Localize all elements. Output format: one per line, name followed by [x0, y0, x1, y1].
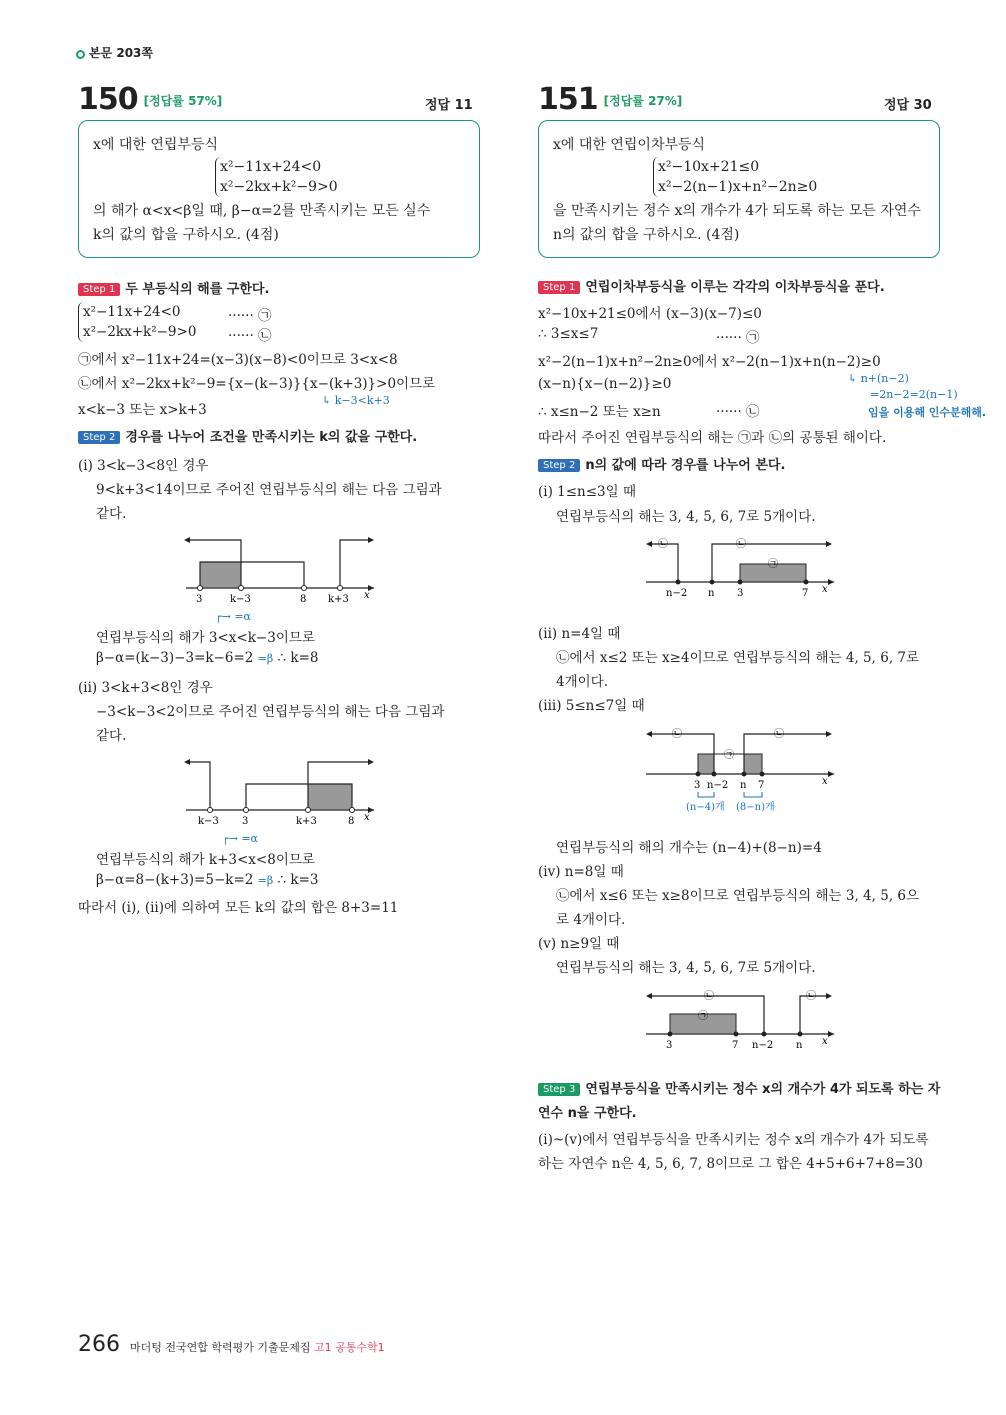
axis-arrow-icon [828, 771, 834, 777]
point [738, 580, 743, 585]
axis-label: x [822, 1036, 828, 1047]
conclusion: 하는 자연수 n은 4, 5, 6, 7, 8이므로 그 합은 4+5+6+7+8=30 [538, 1156, 923, 1172]
solution-line: ㉡에서 x²−2kx+k²−9={x−(k−3)}{x−(k+3)}>0이므로 [78, 376, 436, 392]
point [696, 772, 701, 777]
case-line: 9<k+3<14이므로 주어진 연립부등식의 해는 다음 그림과 [96, 482, 442, 498]
point [306, 808, 311, 813]
range-k-3 [186, 762, 210, 810]
marker-2: ······ ㉡ [716, 404, 760, 420]
region-marker: ㉠ [724, 750, 734, 761]
step1-heading: Step 1 연립이차부등식을 이루는 각각의 이차부등식을 푼다. [538, 276, 885, 295]
point [804, 580, 809, 585]
step3-heading-cont: 연수 n을 구한다. [538, 1106, 637, 1121]
case-line: β−α=8−(k+3)=5−k=2 =β ∴ k=3 [96, 872, 319, 888]
case-title: (i) 1≤n≤3일 때 [538, 484, 637, 500]
axis-label: x [364, 590, 370, 601]
tick-label: n−2 [666, 588, 688, 599]
tick-label: n−2 [752, 1040, 774, 1051]
number-line-figure-3 [640, 530, 840, 602]
point [239, 586, 244, 591]
solution-line: ㉠에서 x²−11x+24=(x−3)(x−8)<0이므로 3<x<8 [78, 352, 398, 368]
point [676, 580, 681, 585]
region-marker: ㉡ [774, 729, 784, 740]
step2-heading: Step 2 경우를 나누어 조건을 만족시키는 k의 값을 구한다. [78, 426, 417, 445]
point [798, 1032, 803, 1037]
count-label: (8−n)개 [736, 802, 775, 813]
number-line-figure-2 [180, 752, 380, 828]
problem-number: 150 [78, 82, 138, 117]
solution-line: (x−n){x−(n−2)}≥0 [538, 376, 672, 392]
tick-label: 3 [666, 1040, 673, 1051]
case-line: β−α=(k−3)−3=k−6=2 =β ∴ k=8 [96, 650, 319, 666]
tick-label: n [796, 1040, 803, 1051]
problem-151-box [538, 120, 940, 258]
left-arrow-icon [184, 537, 190, 543]
solution-region [200, 562, 241, 588]
case-title: (ii) 3<k+3<8인 경우 [78, 680, 213, 696]
bracket [698, 792, 714, 797]
left-arrow-icon [646, 541, 652, 547]
problem-body: k의 값의 합을 구하시오. (4점) [93, 227, 279, 243]
point [338, 586, 343, 591]
point [712, 772, 717, 777]
case-line: 연립부등식의 해는 3, 4, 5, 6, 7로 5개이다. [556, 509, 816, 525]
inequality-system: x²−10x+21≤0 x²−2(n−1)x+n²−2n≥0 [653, 157, 925, 199]
tick-label: 7 [758, 780, 765, 791]
annotation: ↳ n+(n−2) [848, 372, 909, 385]
point [350, 808, 355, 813]
point [734, 1032, 739, 1037]
tick-label: 3 [196, 594, 203, 605]
region-marker: ㉡ [736, 539, 746, 550]
range-k+3 [340, 540, 370, 588]
tick-label: k−3 [198, 816, 219, 827]
case-title: (i) 3<k−3<8인 경우 [78, 458, 209, 474]
tick-label: n [740, 780, 747, 791]
solution-region [698, 754, 714, 774]
marker-1: ······ ㉠ [228, 308, 272, 324]
tick-label: 3 [737, 588, 744, 599]
left-arrow-icon [646, 993, 652, 999]
region-marker: ㉠ [698, 1011, 708, 1022]
step3-heading: Step 3 연립부등식을 만족시키는 정수 x의 개수가 4가 되도록 하는 자 [538, 1078, 940, 1097]
book-title: 마더텅 전국연합 학력평가 기출문제집 고1 공통수학1 [130, 1341, 385, 1354]
point [742, 772, 747, 777]
tick-label: 7 [802, 588, 809, 599]
right-arrow-icon [826, 541, 832, 547]
right-arrow-icon [826, 993, 832, 999]
annotation: 임을 이용해 인수분해해. [868, 406, 987, 419]
solution-system: x²−11x+24<0 x²−2kx+k²−9>0 [78, 302, 196, 342]
point [760, 772, 765, 777]
tick-label: k+3 [328, 594, 349, 605]
region-marker: ㉡ [806, 991, 816, 1002]
problem-body: 을 만족시키는 정수 x의 개수가 4가 되도록 하는 모든 자연수 [553, 203, 921, 219]
point [198, 586, 203, 591]
problem-intro: x에 대한 연립부등식 [93, 137, 218, 153]
problem-body: 의 해가 α<x<β일 때, β−α=2를 만족시키는 모든 실수 [93, 203, 431, 219]
solution-line: x<k−3 또는 x>k+3 [78, 402, 207, 418]
region-marker: ㉡ [658, 539, 668, 550]
problem-150-box [78, 120, 480, 258]
left-arrow-icon [646, 731, 652, 737]
conclusion: (i)~(v)에서 연립부등식을 만족시키는 정수 x의 개수가 4가 되도록 [538, 1132, 929, 1148]
tick-label: 8 [348, 816, 355, 827]
problem-body: n의 값의 합을 구하시오. (4점) [553, 227, 740, 243]
problem-number: 151 [538, 82, 598, 117]
circle-bullet-icon [76, 50, 85, 59]
axis-arrow-icon [828, 1031, 834, 1037]
solution-region [308, 784, 352, 810]
tick-label: 3 [242, 816, 249, 827]
solution-line: ∴ x≤n−2 또는 x≥n [538, 404, 661, 420]
axis-arrow-icon [828, 579, 834, 585]
case-line: 로 4개이다. [556, 912, 626, 928]
case-line: 연립부등식의 해의 개수는 (n−4)+(8−n)=4 [556, 840, 822, 856]
point [302, 586, 307, 591]
annotation: ┌→ =α [222, 832, 258, 845]
tick-label: k−3 [230, 594, 251, 605]
solution-line: ∴ 3≤x≤7 [538, 326, 599, 342]
annotation: ↳ k−3<k+3 [322, 394, 390, 407]
region-marker: ㉡ [672, 729, 682, 740]
solution-region [744, 754, 762, 774]
answer-label: 정답 11 [425, 98, 473, 113]
marker-2: ······ ㉡ [228, 328, 272, 344]
right-arrow-icon [826, 731, 832, 737]
case-line: ㉡에서 x≤6 또는 x≥8이므로 연립부등식의 해는 3, 4, 5, 6으 [556, 888, 920, 904]
region-marker: ㉠ [768, 559, 778, 570]
inequality-system: x²−11x+24<0 x²−2kx+k²−9>0 [215, 157, 465, 199]
problem-intro: x에 대한 연립이차부등식 [553, 137, 706, 153]
step2-heading: Step 2 n의 값에 따라 경우를 나누어 본다. [538, 454, 785, 473]
tick-label: n−2 [707, 780, 729, 791]
annotation: ┌→ =α [215, 610, 251, 623]
number-line-figure-1 [180, 530, 380, 606]
case-title: (v) n≥9일 때 [538, 936, 620, 952]
point [762, 1032, 767, 1037]
case-line: −3<k−3<2이므로 주어진 연립부등식의 해는 다음 그림과 [96, 704, 445, 720]
case-line: 4개이다. [556, 674, 609, 690]
bracket [744, 792, 762, 797]
tick-label: k+3 [296, 816, 317, 827]
page-number: 266 [78, 1332, 120, 1357]
tick-label: n [708, 588, 715, 599]
case-title: (iv) n=8일 때 [538, 864, 624, 880]
answer-label: 정답 30 [884, 98, 932, 113]
solution-line: x²−10x+21≤0에서 (x−3)(x−7)≤0 [538, 306, 762, 322]
point [668, 1032, 673, 1037]
solution-line: x²−2(n−1)x+n²−2n≥0에서 x²−2(n−1)x+n(n−2)≥0 [538, 354, 881, 370]
conclusion: 따라서 (i), (ii)에 의하여 모든 k의 값의 합은 8+3=11 [78, 900, 399, 916]
axis-label: x [822, 584, 828, 595]
marker-1: ······ ㉠ [716, 330, 760, 346]
case-title: (iii) 5≤n≤7일 때 [538, 698, 645, 714]
count-label: (n−4)개 [686, 802, 725, 813]
right-arrow-icon [368, 759, 374, 765]
case-line: 같다. [96, 728, 127, 744]
tick-label: 3 [694, 780, 701, 791]
solution-line: 따라서 주어진 연립부등식의 해는 ㉠과 ㉡의 공통된 해이다. [538, 430, 887, 446]
accuracy-rate: [정답률 27%] [603, 94, 683, 108]
point [244, 808, 249, 813]
page-reference: 본문 203쪽 [76, 44, 153, 61]
case-line: 같다. [96, 506, 127, 522]
step1-heading: Step 1 두 부등식의 해를 구한다. [78, 278, 269, 297]
number-line-figure-4 [640, 722, 840, 814]
accuracy-rate: [정답률 57%] [143, 94, 223, 108]
right-arrow-icon [368, 537, 374, 543]
problem-150-header [78, 82, 222, 117]
case-line: 연립부등식의 해는 3, 4, 5, 6, 7로 5개이다. [556, 960, 816, 976]
tick-label: 7 [732, 1040, 739, 1051]
problem-151-header [538, 82, 682, 117]
left-arrow-icon [184, 759, 190, 765]
case-line: 연립부등식의 해가 k+3<x<8이므로 [96, 852, 315, 868]
tick-label: 8 [300, 594, 307, 605]
axis-label: x [822, 776, 828, 787]
point [710, 580, 715, 585]
axis-label: x [364, 812, 370, 823]
annotation: =2n−2=2(n−1) [870, 388, 958, 401]
number-line-figure-5 [640, 982, 840, 1054]
case-line: 연립부등식의 해가 3<x<k−3이므로 [96, 630, 315, 646]
case-title: (ii) n=4일 때 [538, 626, 621, 642]
region-marker: ㉡ [704, 991, 714, 1002]
case-line: ㉡에서 x≤2 또는 x≥4이므로 연립부등식의 해는 4, 5, 6, 7로 [556, 650, 920, 666]
point [208, 808, 213, 813]
